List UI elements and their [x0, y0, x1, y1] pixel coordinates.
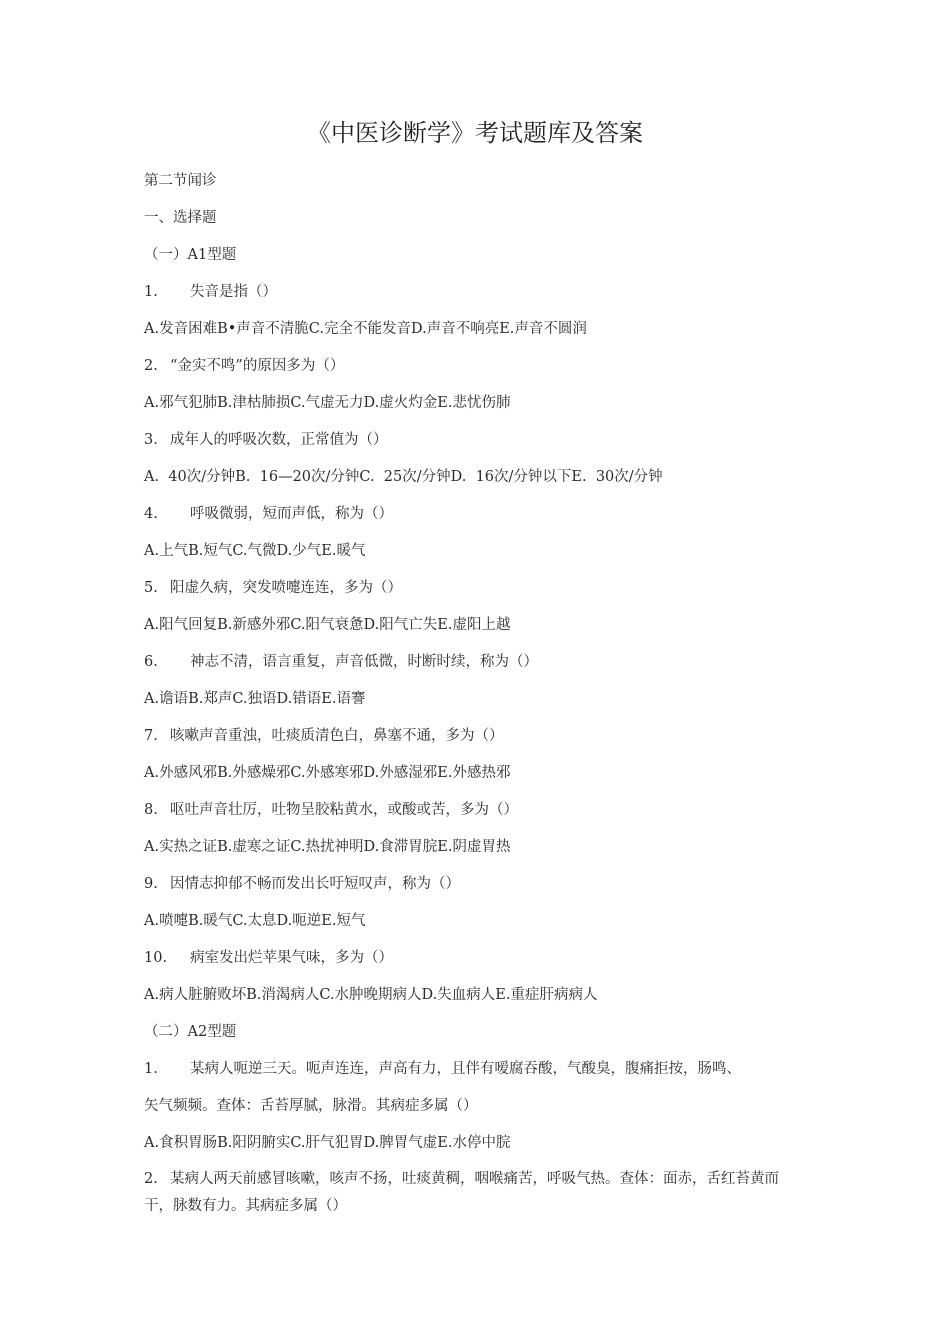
question-a1-3-options: A. 40次/分钟B. 16—20次/分钟C. 25次/分钟D. 16次/分钟以下E. 30次/分钟 [144, 469, 663, 485]
question-text: 呼吸微弱，短而声低，称为（） [190, 506, 393, 522]
question-a2-1-options: A.食积胃肠B.阳阴腑实C.肝气犯胃D.脾胃气虚E.水停中脘 [144, 1135, 511, 1151]
question-text: 因情志抑郁不畅而发出长吁短叹声，称为（） [170, 876, 460, 892]
question-a1-4 [144, 504, 804, 524]
question-text: 病室发出烂苹果气味，多为（） [190, 950, 393, 966]
question-text: 失音是指（） [190, 284, 277, 300]
question-text: 咳嗽声音重浊，吐痰质清色白，鼻塞不通，多为（） [170, 728, 504, 744]
question-a1-6-options: A.谵语B.郑声C.独语D.错语E.语謇 [144, 691, 366, 707]
question-a2-1 [144, 1059, 804, 1079]
question-a1-3 [144, 430, 804, 450]
question-a1-2-options: A.邪气犯肺B.津枯肺损C.气虚无力D.虚火灼金E.悲忧伤肺 [144, 395, 511, 411]
part-heading: 一、选择题 [144, 210, 217, 226]
question-number: 8. [144, 802, 158, 818]
question-number: 1. [144, 284, 158, 300]
document-title: 《中医诊断学》考试题库及答案 [307, 119, 643, 147]
question-a2-1-continued: 矢气频频。查体：舌苔厚腻，脉滑。其病症多属（） [144, 1098, 478, 1114]
question-a1-7-options: A.外感风邪B.外感燥邪C.外感寒邪D.外感湿邪E.外感热邪 [144, 765, 511, 781]
question-text-line1: 某病人呃逆三天。呃声连连，声高有力，且伴有嗳腐吞酸，气酸臭，腹痛拒按，肠鸣、 [190, 1061, 741, 1077]
question-a1-4-options: A.上气B.短气C.气微D.少气E.暖气 [144, 543, 366, 559]
question-a1-10-options: A.病人脏腑败坏B.消渴病人C.水肿晚期病人D.失血病人E.重症肝病病人 [144, 987, 598, 1003]
question-a1-8-options: A.实热之证B.虚寒之证C.热扰神明D.食滞胃脘E.阴虚胃热 [144, 839, 511, 855]
question-text: 呕吐声音壮厉，吐物呈胶粘黄水，或酸或苦，多为（） [170, 802, 518, 818]
question-number: 6. [144, 654, 158, 670]
question-a1-10 [144, 948, 804, 968]
question-text: 神志不清，语言重复，声音低微，时断时续，称为（） [190, 654, 538, 670]
subsection-a1-heading: （一）A1型题 [144, 247, 237, 263]
question-text: 成年人的呼吸次数，正常值为（） [170, 432, 388, 448]
question-number: 2. [144, 358, 158, 374]
subsection-a2-heading: （二）A2型题 [144, 1024, 237, 1040]
question-number: 7. [144, 728, 158, 744]
question-number: 3. [144, 432, 158, 448]
question-a1-2 [144, 356, 804, 376]
question-a1-5-options: A.阳气回复B.新感外邪C.阳气衰惫D.阳气亡失E.虚阳上越 [144, 617, 511, 633]
question-number: 1. [144, 1061, 158, 1077]
question-a1-8 [144, 800, 804, 820]
question-text: 阳虚久病，突发喷嚏连连，多为（） [170, 580, 402, 596]
question-number: 4. [144, 506, 158, 522]
question-a1-6 [144, 652, 804, 672]
question-a1-5 [144, 578, 804, 598]
question-text: 某病人两天前感冒咳嗽，咳声不扬，吐痰黄稠，咽喉痛苦，呼吸气热。查体：面赤，舌红苔黄而干，脉数有力。其病症多属（） [144, 1171, 779, 1214]
question-text: “金实不鸣”的原因多为（） [170, 358, 345, 374]
question-number: 5. [144, 580, 158, 596]
question-a1-1 [144, 282, 804, 302]
question-a1-7 [144, 726, 804, 746]
section-heading: 第二节闻诊 [144, 173, 217, 189]
question-a1-9 [144, 874, 804, 894]
question-a1-1-options: A.发音困难B•声音不清脆C.完全不能发音D.声音不响亮E.声音不圆润 [144, 321, 587, 337]
question-number: 10. [144, 950, 168, 966]
question-a1-9-options: A.喷嚏B.暖气C.太息D.呃逆E.短气 [144, 913, 366, 929]
question-number: 9. [144, 876, 158, 892]
question-a2-2 [144, 1166, 784, 1220]
question-number: 2. [144, 1171, 158, 1187]
